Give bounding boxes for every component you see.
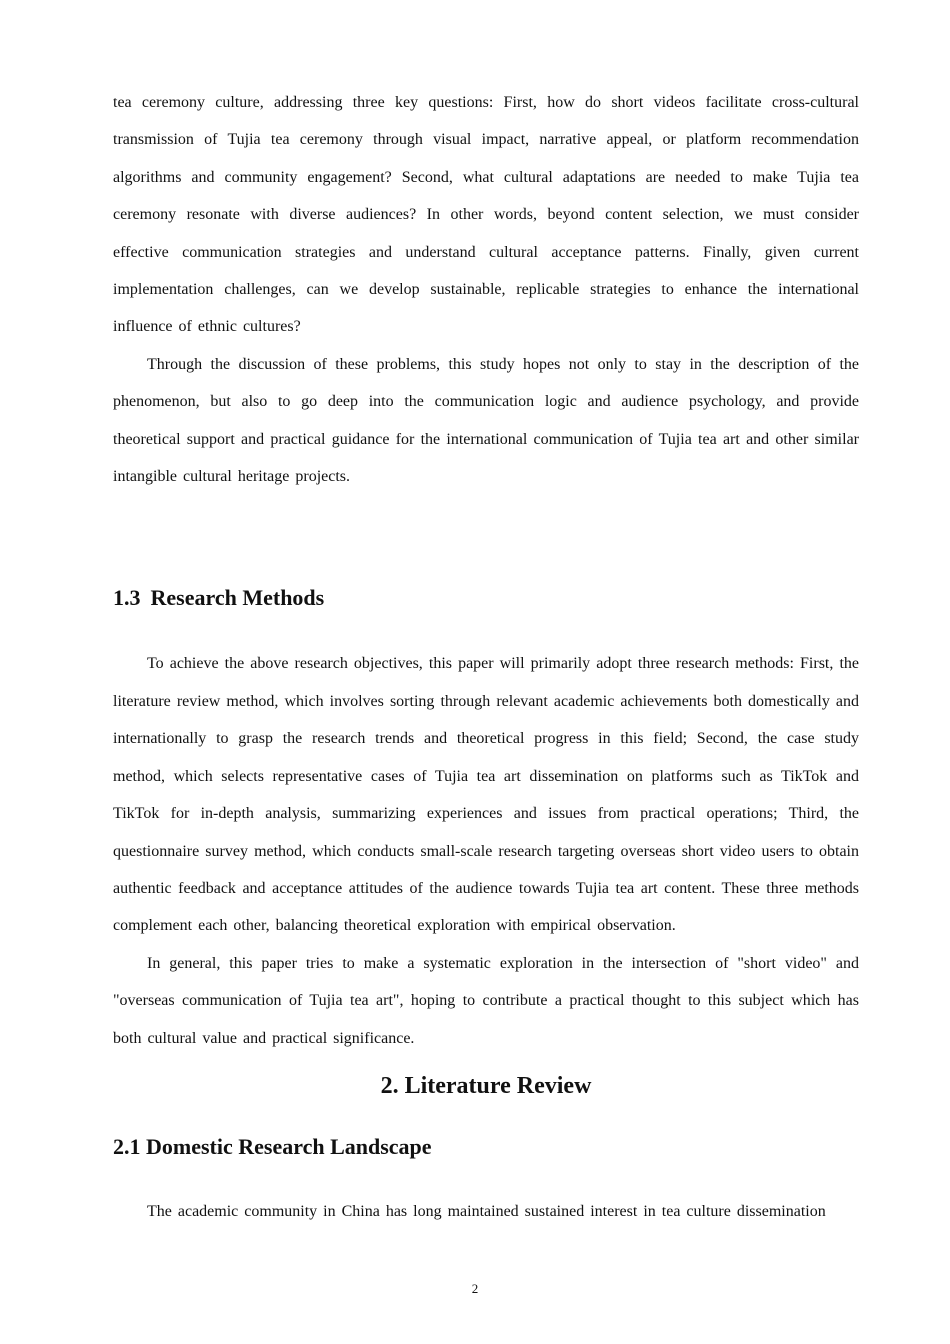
section-heading-domestic-research: 2.1 Domestic Research Landscape (113, 1133, 432, 1159)
section-heading-research-methods (113, 584, 859, 612)
paragraph-domestic-intro: The academic community in China has long maintained sustained interest in tea culture dissemination (147, 1202, 826, 1220)
paragraph-study-purpose: Through the discussion of these problems, this study hopes not only to stay in the description of the phenomenon, but also to go deep into the communication logic and audience psychology, and provide theoretical support and practical guidance for the international communication of Tujia tea art and other similar intangible cultural heritage projects. (113, 355, 859, 486)
section-title: Research Methods (150, 585, 325, 611)
page-number: 2 (471, 1281, 479, 1296)
paragraph-general-summary: In general, this paper tries to make a systematic exploration in the intersection of "short video" and "overseas communication of Tujia tea art", hoping to contribute a practical thought to this subject which has both cultural value and practical significance. (113, 954, 859, 1047)
paragraph-research-questions: tea ceremony culture, addressing three key questions: First, how do short videos facilitate cross-cultural transmission of Tujia tea ceremony through visual impact, narrative appeal, or platform recommendation algorithms and community engagement? Second, what cultural adaptations are needed to make Tujia tea ceremony resonate with diverse audiences? In other words, beyond content selection, we must consider effective communication strategies and understand cultural acceptance patterns. Finally, given current implementation challenges, can we develop sustainable, replicable strategies to enhance the international influence of ethnic cultures? (113, 94, 859, 336)
chapter-heading-literature-review: 2. Literature Review (380, 1072, 592, 1099)
document-page (113, 84, 859, 1230)
section-number: 1.3 (113, 585, 141, 611)
paragraph-methods: To achieve the above research objectives, this paper will primarily adopt three research methods: First, the literature review method, which involves sorting through relevant academic achievements both domestically and internationally to grasp the research trends and theoretical progress in this field; Second, the case study method, which selects representative cases of Tujia tea art dissemination on platforms such as TikTok and TikTok for in-depth analysis, summarizing experiences and issues from practical operations; Third, the questionnaire survey method, which conducts small-scale research targeting overseas short video users to obtain authentic feedback and acceptance attitudes of the audience towards Tujia tea art content. These three methods complement each other, balancing theoretical exploration with empirical observation. (113, 655, 859, 935)
